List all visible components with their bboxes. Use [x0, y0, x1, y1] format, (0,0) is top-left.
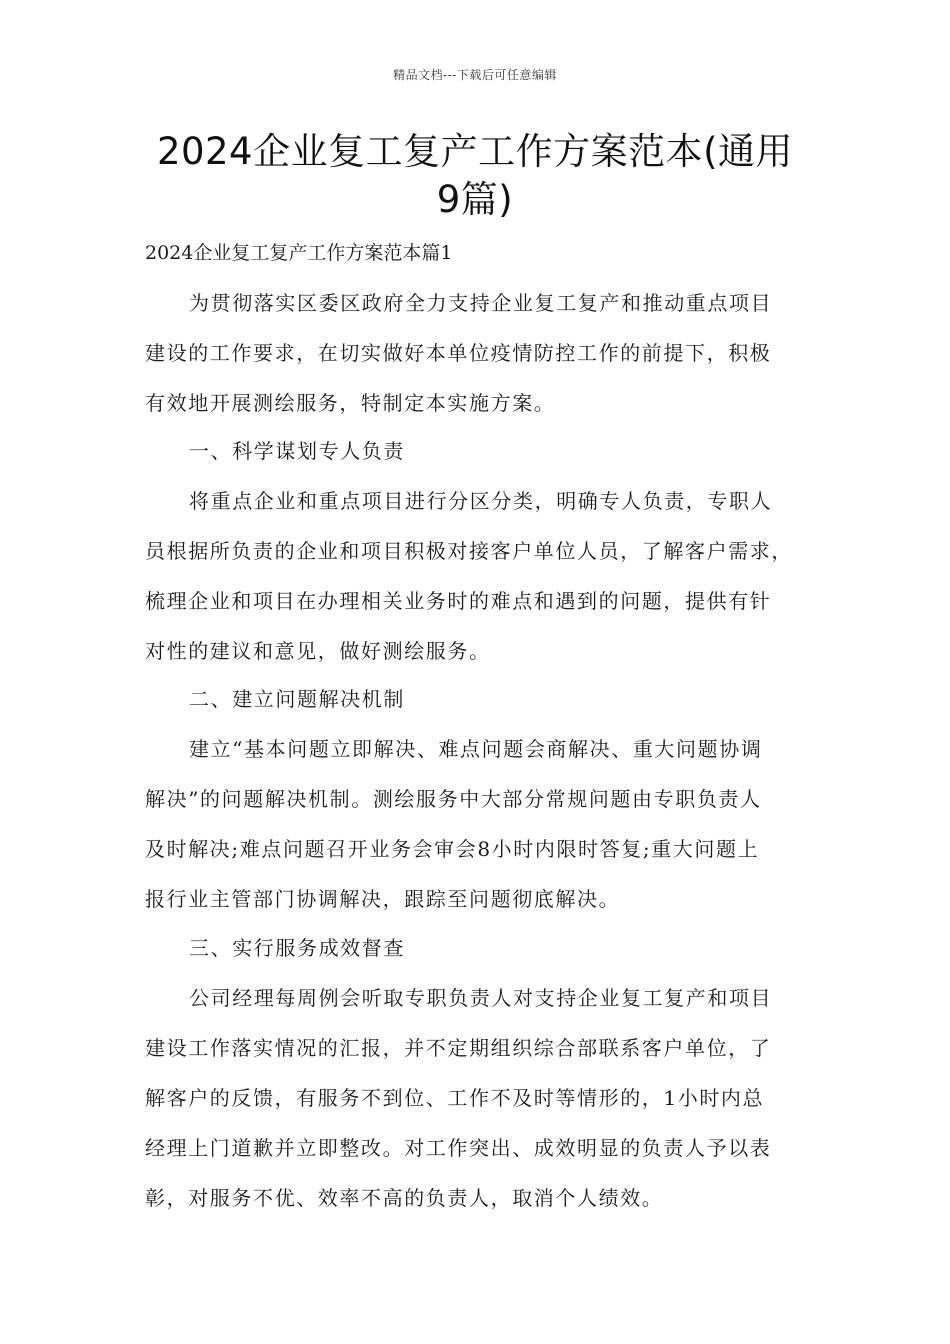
paragraph-line: 解客户的反馈，有服务不到位、工作不及时等情形的，1小时内总	[145, 1086, 765, 1110]
paragraph-line: 有效地开展测绘服务，特制定本实施方案。	[145, 391, 556, 415]
section-1-heading: 一、科学谋划专人负责	[189, 439, 405, 463]
section-3-paragraph	[145, 973, 815, 1223]
paragraph-line: 及时解决;难点问题召开业务会审会8小时内限时答复;重大问题上	[145, 837, 760, 861]
paragraph-line: 为贯彻落实区委区政府全力支持企业复工复产和推动重点项目	[189, 291, 773, 315]
paragraph-line: 建设的工作要求，在切实做好本单位疫情防控工作的前提下，积极	[145, 341, 772, 365]
section-1-paragraph	[145, 476, 815, 676]
article-subtitle: 2024企业复工复产工作方案范本篇1	[145, 242, 453, 264]
paragraph-line: 解决”的问题解决机制。测绘服务中大部分常规问题由专职负责人	[145, 787, 762, 811]
paragraph-line: 将重点企业和重点项目进行分区分类，明确专人负责，专职人	[189, 489, 773, 513]
section-2-paragraph	[145, 724, 815, 924]
document-title	[130, 128, 820, 224]
paragraph-line: 公司经理每周例会听取专职负责人对支持企业复工复产和项目	[189, 986, 773, 1010]
paragraph-line: 建立“基本问题立即解决、难点问题会商解决、重大问题协调	[189, 737, 763, 761]
paragraph-line: 员根据所负责的企业和项目积极对接客户单位人员，了解客户需求，	[145, 539, 793, 563]
title-line-1: 2024企业复工复产工作方案范本(通用	[156, 130, 794, 173]
paragraph-line: 对性的建议和意见，做好测绘服务。	[145, 639, 491, 663]
section-2-heading: 二、建立问题解决机制	[189, 687, 405, 711]
title-line-2: 9篇)	[436, 178, 514, 221]
paragraph-line: 经理上门道歉并立即整改。对工作突出、成效明显的负责人予以表	[145, 1136, 772, 1160]
section-3-heading: 三、实行服务成效督查	[189, 936, 405, 960]
paragraph-line: 彰，对服务不优、效率不高的负责人，取消个人绩效。	[145, 1186, 664, 1210]
intro-paragraph	[145, 278, 815, 428]
paragraph-line: 梳理企业和项目在办理相关业务时的难点和遇到的问题，提供有针	[145, 589, 772, 613]
paragraph-line: 建设工作落实情况的汇报，并不定期组织综合部联系客户单位，了	[145, 1036, 772, 1060]
paragraph-line: 报行业主管部门协调解决，跟踪至问题彻底解决。	[145, 887, 621, 911]
header-note: 精品文档---下载后可任意编辑	[393, 68, 557, 82]
